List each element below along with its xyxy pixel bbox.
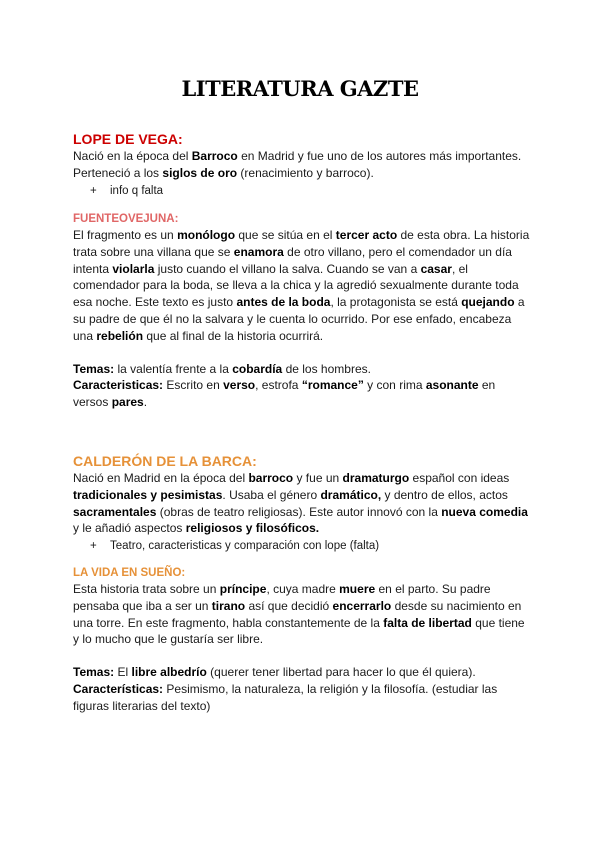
heading-lope-de-vega: LOPE DE VEGA: [73, 131, 183, 147]
section-calderon-de-la-barca [73, 453, 533, 554]
paragraph-vida-en-sueno-temas: Temas: El libre albedrío (querer tener libertad para hacer lo que él quiera). [73, 665, 476, 680]
bullet-plus-icon: + [90, 540, 97, 553]
section-lope-de-vega [73, 131, 533, 199]
heading-fuenteovejuna: FUENTEOVEJUNA: [73, 213, 179, 225]
heading-calderon: CALDERÓN DE LA BARCA: [73, 453, 257, 469]
paragraph-fuenteovejuna-temas: Temas: la valentía frente a la cobardía de los hombres. [73, 361, 371, 376]
heading-la-vida-en-sueno: LA VIDA EN SUEÑO: [73, 567, 186, 579]
section-fuenteovejuna [73, 212, 533, 411]
bullet-item: + Teatro, caracteristicas y comparación con lope (falta) [90, 540, 380, 553]
section-la-vida-en-sueno [73, 566, 533, 715]
document-title: LITERATURA GAZTE [181, 76, 419, 101]
bullet-item: + info q falta [90, 184, 164, 197]
bullet-plus-icon: + [90, 184, 97, 197]
paragraph-fuenteovejuna-summary: El fragmento es un monólogo que se sitúa en el tercer acto de esta obra. La historia trata sobre una villana que se enamora de otro villano, pero el comendador un día intenta violarla justo cuando el villano la salva. Cuando se van a casar, el comendador para la boda, se lleva a la chica y la agredió sexualmente durante toda esa noche. Este texto es justo antes de la boda, la protagonista se está quejando a su padre de que él no la salvara y le cuenta lo ocurrido. Por ese enfado, encabeza una rebelión que al final de la historia ocurrirá. [73, 228, 530, 343]
paragraph-lope-bio: Nació en la época del Barroco en Madrid y fue uno de los autores más importantes. Perteneció a los siglos de oro (renacimiento y barroco). [73, 149, 522, 180]
paragraph-fuenteovejuna-caracteristicas: Caracteristicas: Escrito en verso, estrofa “romance” y con rima asonante en versos pares. [73, 378, 496, 410]
paragraph-calderon-bio: Nació en Madrid en la época del barroco y fue un dramaturgo español con ideas tradicionales y pesimistas. Usaba el género dramático, y dentro de ellos, actos sacramentales (obras de teatro religiosas). Este autor innovó con la nueva comedia y le añadió aspectos religiosos y filosóficos. [73, 471, 528, 536]
paragraph-vida-en-sueno-summary: Esta historia trata sobre un príncipe, cuya madre muere en el parto. Su padre pensaba que iba a ser un tirano así que decidió encerrarlo desde su nacimiento en una torre. En este fragmento, habla constantemente de la falta de libertad que tiene y lo mucho que le gustaría ser libre. [73, 582, 525, 647]
paragraph-vida-en-sueno-caracteristicas: Características: Pesimismo, la naturaleza, la religión y la filosofía. (estudiar las figuras literarias del texto) [73, 681, 498, 713]
